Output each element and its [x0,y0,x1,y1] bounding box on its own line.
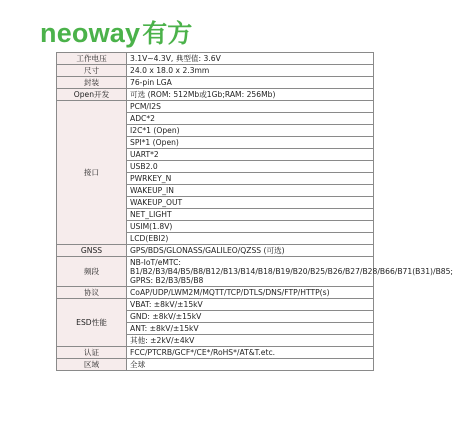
spec-value: FCC/PTCRB/GCF*/CE*/RoHS*/AT&T.etc. [127,347,374,359]
spec-key: ESD性能 [57,299,127,347]
spec-value: WAKEUP_IN [127,185,374,197]
spec-row-protocol [57,287,374,299]
spec-value: ADC*2 [127,113,374,125]
spec-row-interface [57,101,374,113]
spec-key: 频段 [57,257,127,287]
spec-value: 3.1V~4.3V, 典型值: 3.6V [127,53,374,65]
spec-key: 封装 [57,77,127,89]
spec-value: 可选 (ROM: 512Mb或1Gb;RAM: 256Mb) [127,89,374,101]
spec-value: 全球 [127,359,374,371]
spec-value: NET_LIGHT [127,209,374,221]
spec-value: GND: ±8kV/±15kV [127,311,374,323]
spec-row-bands [57,257,374,287]
spec-key: 区域 [57,359,127,371]
spec-key: 接口 [57,101,127,245]
spec-value: VBAT: ±8kV/±15kV [127,299,374,311]
spec-value: USIM(1.8V) [127,221,374,233]
spec-value: GPS/BDS/GLONASS/GALILEO/QZSS (可选) [127,245,374,257]
spec-row-cert [57,347,374,359]
brand-wordmark: neoway [40,18,141,48]
spec-row-open [57,89,374,101]
spec-value: 其他: ±2kV/±4kV [127,335,374,347]
spec-row-size [57,65,374,77]
spec-value: LCD(EBI2) [127,233,374,245]
spec-key: 尺寸 [57,65,127,77]
spec-value: I2C*1 (Open) [127,125,374,137]
spec-value: SPI*1 (Open) [127,137,374,149]
brand-wordmark-cn: 有方 [142,19,193,48]
spec-value: WAKEUP_OUT [127,197,374,209]
spec-value: CoAP/UDP/LWM2M/MQTT/TCP/DTLS/DNS/FTP/HTTP(s) [127,287,374,299]
spec-value: NB-IoT/eMTC: B1/B2/B3/B4/B5/B8/B12/B13/B14/B18/B19/B20/B25/B26/B27/B28/B66/B71(B31)/B85; GPRS: B2/B3/B5/B8 [127,257,374,287]
spec-key: 工作电压 [57,53,127,65]
spec-key: 协议 [57,287,127,299]
spec-value: 24.0 x 18.0 x 2.3mm [127,65,374,77]
spec-row-package [57,77,374,89]
spec-value: PWRKEY_N [127,173,374,185]
spec-row-region [57,359,374,371]
spec-key: GNSS [57,245,127,257]
spec-value: PCM/I2S [127,101,374,113]
spec-value: 76-pin LGA [127,77,374,89]
brand-logo [40,14,193,48]
spec-key: Open开发 [57,89,127,101]
spec-key: 认证 [57,347,127,359]
spec-value: UART*2 [127,149,374,161]
spec-value: ANT: ±8kV/±15kV [127,323,374,335]
spec-table [56,52,453,371]
spec-value: USB2.0 [127,161,374,173]
spec-row-gnss [57,245,374,257]
spec-row-voltage [57,53,374,65]
spec-row-esd [57,299,374,311]
